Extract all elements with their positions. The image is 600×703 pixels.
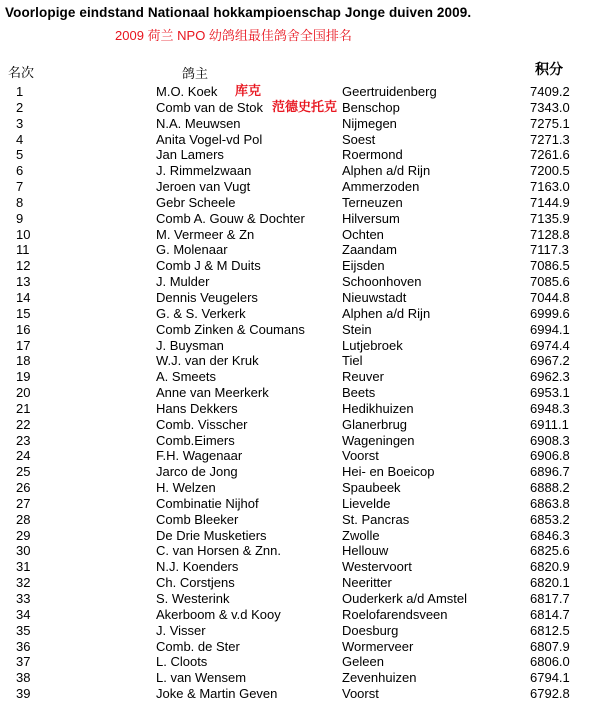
- place-cell: Reuver: [342, 369, 384, 385]
- owner-cell: J. Visser: [156, 622, 206, 638]
- score-cell: 7044.8: [530, 289, 570, 305]
- table-row: [0, 686, 600, 702]
- place-cell: Zevenhuizen: [342, 670, 417, 686]
- owner-cell: Comb Zinken & Coumans: [156, 321, 305, 337]
- annotation-koek: 库克: [235, 83, 262, 98]
- score-cell: 7086.5: [530, 258, 570, 274]
- owner-cell: S. Westerink: [156, 591, 230, 606]
- rank-cell: 9: [16, 210, 24, 226]
- place-cell: Hellouw: [342, 543, 389, 559]
- score-cell: 6812.5: [530, 622, 570, 638]
- rank-cell: 32: [16, 575, 31, 591]
- table-row: [0, 338, 600, 354]
- score-cell: 7128.8: [530, 226, 570, 242]
- score-cell: 6825.6: [530, 543, 570, 559]
- owner-cell: Comb A. Gouw & Dochter: [156, 210, 305, 226]
- place-cell: Terneuzen: [342, 194, 403, 210]
- table-row: [0, 369, 600, 385]
- points-column-header: 积分: [535, 61, 563, 77]
- score-cell: 7117.3: [530, 242, 569, 258]
- table-row: [0, 385, 600, 401]
- place-cell: Doesburg: [342, 622, 399, 638]
- place-cell: Roermond: [342, 147, 403, 163]
- table-row: [0, 670, 600, 686]
- table-row: [0, 623, 600, 639]
- table-row: [0, 258, 600, 274]
- score-cell: 6948.3: [530, 400, 570, 416]
- rank-cell: 8: [16, 194, 24, 210]
- owner-cell: Comb Bleeker: [156, 511, 239, 527]
- place-cell: Lievelde: [342, 495, 391, 511]
- place-cell: Stein: [342, 321, 372, 337]
- rank-cell: 29: [16, 527, 31, 543]
- place-cell: Schoonhoven: [342, 274, 422, 290]
- rank-column-header: 名次: [8, 65, 35, 80]
- owner-cell: C. van Horsen & Znn.: [156, 543, 281, 559]
- table-row: [0, 496, 600, 512]
- rank-cell: 4: [16, 131, 24, 147]
- table-row: [0, 116, 600, 132]
- score-cell: 6820.1: [530, 575, 570, 591]
- rank-cell: 14: [16, 289, 31, 305]
- place-cell: Alphen a/d Rijn: [342, 305, 431, 321]
- place-cell: Alphen a/d Rijn: [342, 163, 431, 179]
- score-cell: 6888.2: [530, 480, 570, 496]
- score-cell: 7085.6: [530, 274, 570, 290]
- table-row: [0, 654, 600, 670]
- score-cell: 6911.1: [530, 416, 569, 432]
- owner-cell: Comb. de Ster: [156, 638, 240, 654]
- table-row: [0, 227, 600, 243]
- owner-cell: Ch. Corstjens: [156, 575, 235, 591]
- place-cell: Neeritter: [342, 575, 392, 591]
- rank-cell: 37: [16, 654, 31, 670]
- table-row: [0, 591, 600, 607]
- rank-cell: 20: [16, 385, 31, 401]
- score-cell: 6896.7: [530, 464, 570, 480]
- owner-cell: L. van Wensem: [156, 670, 247, 686]
- owner-cell: Comb.Eimers: [156, 432, 235, 448]
- rank-cell: 34: [16, 606, 31, 622]
- score-cell: 6863.8: [530, 495, 570, 511]
- score-cell: 7271.3: [530, 131, 570, 147]
- rank-cell: 15: [16, 305, 31, 321]
- rank-cell: 23: [16, 432, 31, 448]
- table-row: [0, 195, 600, 211]
- rank-cell: 2: [16, 99, 24, 115]
- table-row: [0, 528, 600, 544]
- owner-cell: Jeroen van Vugt: [156, 179, 251, 195]
- score-cell: 7135.9: [530, 210, 570, 226]
- place-cell: Soest: [342, 131, 376, 147]
- table-row: [0, 512, 600, 528]
- owner-cell: M. Vermeer & Zn: [156, 226, 255, 242]
- place-cell: Roelofarendsveen: [342, 606, 448, 622]
- rank-cell: 3: [16, 115, 24, 131]
- owner-cell: Comb van de Stok: [156, 99, 263, 115]
- place-cell: Ammerzoden: [342, 179, 420, 195]
- table-row: [0, 559, 600, 575]
- score-cell: 7275.1: [530, 115, 570, 131]
- rank-cell: 35: [16, 622, 31, 638]
- table-row: [0, 163, 600, 179]
- rank-cell: 7: [16, 179, 24, 195]
- place-cell: Spaubeek: [342, 480, 401, 496]
- owner-cell: G. Molenaar: [156, 242, 228, 258]
- owner-cell: W.J. van der Kruk: [156, 353, 259, 369]
- owner-cell: G. & S. Verkerk: [156, 305, 246, 321]
- rank-cell: 39: [16, 686, 31, 702]
- place-cell: Hedikhuizen: [342, 400, 414, 416]
- rank-cell: 33: [16, 591, 31, 606]
- place-cell: Zaandam: [342, 242, 397, 258]
- table-row: [0, 132, 600, 148]
- rank-cell: 12: [16, 258, 31, 274]
- rank-cell: 30: [16, 543, 31, 559]
- rank-cell: 25: [16, 464, 31, 480]
- table-row: [0, 448, 600, 464]
- owner-cell: A. Smeets: [156, 369, 216, 385]
- table-row: [0, 433, 600, 449]
- score-cell: 6962.3: [530, 369, 570, 385]
- owner-cell: Joke & Martin Geven: [156, 686, 278, 702]
- rank-cell: 13: [16, 274, 31, 290]
- score-cell: 7409.2: [530, 84, 570, 99]
- score-cell: 6817.7: [530, 591, 570, 606]
- score-cell: 7261.6: [530, 147, 570, 163]
- place-cell: Geleen: [342, 654, 384, 670]
- score-cell: 6906.8: [530, 448, 570, 464]
- score-cell: 7343.0: [530, 99, 570, 115]
- owner-cell: Combinatie Nijhof: [156, 495, 259, 511]
- table-row: [0, 353, 600, 369]
- owner-cell: Anne van Meerkerk: [156, 385, 269, 401]
- score-cell: 6974.4: [530, 337, 570, 353]
- place-cell: St. Pancras: [342, 511, 410, 527]
- owner-cell: Hans Dekkers: [156, 400, 238, 416]
- rank-cell: 17: [16, 337, 31, 353]
- place-cell: Hei- en Boeicop: [342, 464, 435, 480]
- owner-cell: N.A. Meuwsen: [156, 115, 241, 131]
- rank-cell: 27: [16, 495, 31, 511]
- place-cell: Wormerveer: [342, 638, 414, 654]
- rank-cell: 16: [16, 321, 31, 337]
- owner-cell: H. Welzen: [156, 480, 216, 496]
- table-row: [0, 274, 600, 290]
- table-row: [0, 290, 600, 306]
- owner-cell: Comb. Visscher: [156, 416, 248, 432]
- score-cell: 6806.0: [530, 654, 570, 670]
- score-cell: 6792.8: [530, 686, 570, 702]
- rank-cell: 38: [16, 670, 31, 686]
- owner-cell: F.H. Wagenaar: [156, 448, 243, 464]
- owner-cell: J. Rimmelzwaan: [156, 163, 252, 179]
- owner-cell: De Drie Musketiers: [156, 527, 267, 543]
- score-cell: 6999.6: [530, 305, 570, 321]
- table-row: [0, 464, 600, 480]
- owner-cell: J. Buysman: [156, 337, 224, 353]
- rank-cell: 1: [16, 84, 24, 99]
- place-cell: Nieuwstadt: [342, 289, 407, 305]
- place-cell: Ouderkerk a/d Amstel: [342, 591, 467, 606]
- table-row: [0, 147, 600, 163]
- place-cell: Geertruidenberg: [342, 84, 437, 99]
- owner-cell: Akerboom & v.d Kooy: [156, 606, 281, 622]
- owner-cell: Dennis Veugelers: [156, 289, 258, 305]
- table-row: [0, 480, 600, 496]
- owner-cell: Jan Lamers: [156, 147, 224, 163]
- document-title: Voorlopige eindstand Nationaal hokkampioenschap Jonge duiven 2009.: [5, 5, 472, 20]
- rank-cell: 28: [16, 511, 31, 527]
- place-cell: Wageningen: [342, 432, 415, 448]
- rank-cell: 6: [16, 163, 24, 179]
- table-row: [0, 306, 600, 322]
- score-cell: 6807.9: [530, 638, 570, 654]
- table-row: [0, 575, 600, 591]
- rank-cell: 24: [16, 448, 31, 464]
- rank-cell: 10: [16, 226, 31, 242]
- place-cell: Westervoort: [342, 559, 412, 575]
- owner-cell: M.O. Koek: [156, 84, 218, 99]
- owner-cell: Comb J & M Duits: [156, 258, 261, 274]
- table-row: [0, 417, 600, 433]
- score-cell: 6814.7: [530, 606, 570, 622]
- table-row: [0, 179, 600, 195]
- owner-cell: L. Cloots: [156, 654, 208, 670]
- rank-cell: 31: [16, 559, 31, 575]
- score-cell: 7144.9: [530, 194, 570, 210]
- ranking-table: [0, 84, 600, 702]
- score-cell: 6908.3: [530, 432, 570, 448]
- rank-cell: 36: [16, 638, 31, 654]
- score-cell: 6967.2: [530, 353, 570, 369]
- place-cell: Zwolle: [342, 527, 380, 543]
- owner-cell: Gebr Scheele: [156, 194, 236, 210]
- score-cell: 7200.5: [530, 163, 570, 179]
- owner-cell: Jarco de Jong: [156, 464, 238, 480]
- place-cell: Lutjebroek: [342, 337, 403, 353]
- annotation-van-de-stok: 范德史托克: [271, 96, 338, 115]
- score-cell: 6853.2: [530, 511, 570, 527]
- rank-cell: 26: [16, 480, 31, 496]
- rank-cell: 11: [16, 242, 30, 258]
- place-cell: Eijsden: [342, 258, 385, 274]
- table-row: [0, 607, 600, 623]
- score-cell: 6953.1: [530, 385, 570, 401]
- score-cell: 6994.1: [530, 321, 570, 337]
- owner-column-header: 鸽主: [182, 66, 209, 81]
- table-row: [0, 639, 600, 655]
- owner-cell: N.J. Koenders: [156, 559, 239, 575]
- document-subtitle: 2009 荷兰 NPO 幼鸽组最佳鸽舍全国排名: [115, 28, 352, 43]
- table-row: [0, 211, 600, 227]
- place-cell: Hilversum: [342, 210, 400, 226]
- place-cell: Tiel: [342, 353, 363, 369]
- rank-cell: 22: [16, 416, 31, 432]
- score-cell: 7163.0: [530, 179, 570, 195]
- table-row: [0, 401, 600, 417]
- owner-cell: Anita Vogel-vd Pol: [156, 131, 263, 147]
- table-row: [0, 543, 600, 559]
- table-row: [0, 242, 600, 258]
- place-cell: Glanerbrug: [342, 416, 408, 432]
- rank-cell: 21: [16, 400, 31, 416]
- place-cell: Voorst: [342, 448, 379, 464]
- score-cell: 6820.9: [530, 559, 570, 575]
- table-row: [0, 322, 600, 338]
- place-cell: Nijmegen: [342, 115, 397, 131]
- place-cell: Beets: [342, 385, 376, 401]
- owner-cell: J. Mulder: [156, 274, 210, 290]
- rank-cell: 19: [16, 369, 31, 385]
- place-cell: Benschop: [342, 99, 400, 115]
- score-cell: 6846.3: [530, 527, 570, 543]
- rank-cell: 18: [16, 353, 31, 369]
- rank-cell: 5: [16, 147, 24, 163]
- place-cell: Ochten: [342, 226, 384, 242]
- score-cell: 6794.1: [530, 670, 570, 686]
- place-cell: Voorst: [342, 686, 379, 702]
